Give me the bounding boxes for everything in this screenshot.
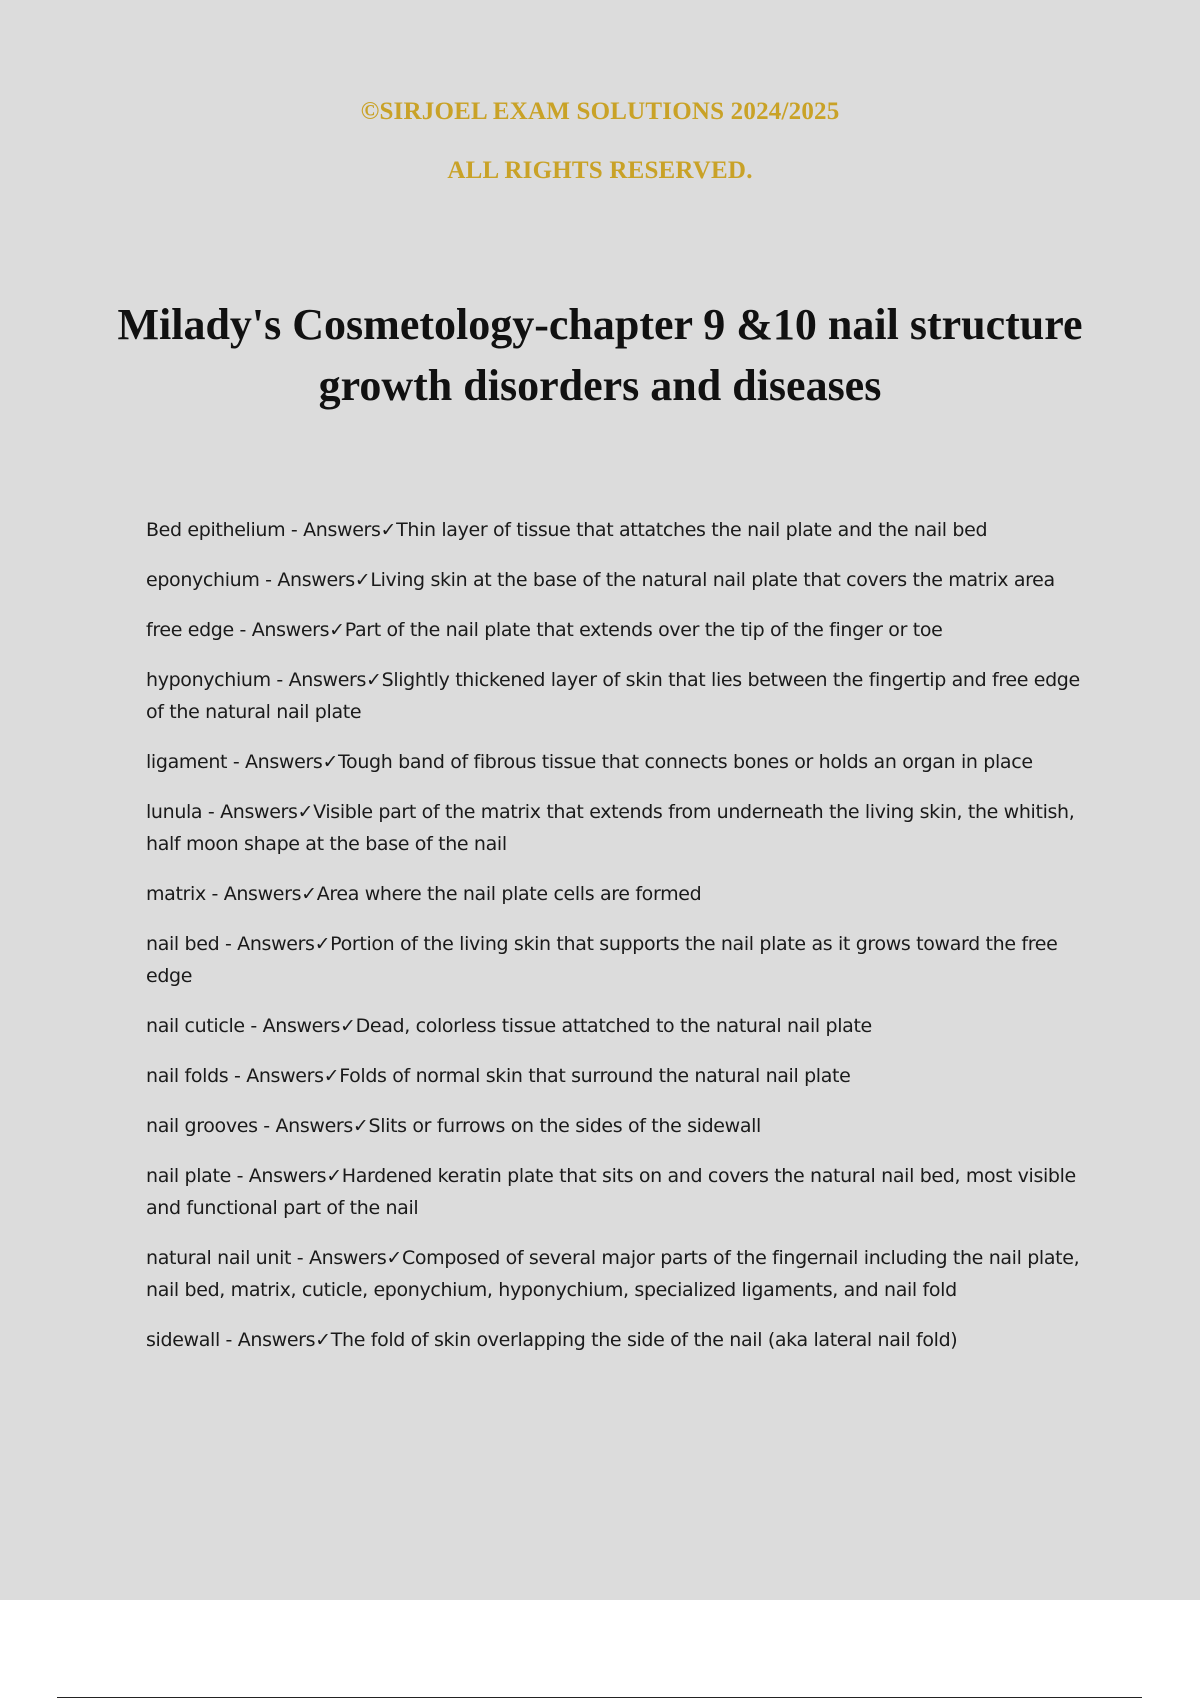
qa-item-eponychium: eponychium - Answers✓Living skin at the base of the natural nail plate that covers the matrix area	[146, 569, 1055, 591]
footer-divider	[57, 1697, 1142, 1698]
qa-item-nail-grooves: nail grooves - Answers✓Slits or furrows on the sides of the sidewall	[146, 1115, 761, 1137]
qa-item-nail-cuticle: nail cuticle - Answers✓Dead, colorless tissue attatched to the natural nail plate	[146, 1015, 872, 1037]
qa-item-nail-folds: nail folds - Answers✓Folds of normal skin that surround the natural nail plate	[146, 1065, 851, 1087]
qa-item-nail-plate: nail plate - Answers✓Hardened keratin plate that sits on and covers the natural nail bed, most visible and functional part of the nail	[146, 1165, 1076, 1219]
qa-item-natural-nail-unit: natural nail unit - Answers✓Composed of several major parts of the fingernail including the nail plate, nail bed, matrix, cuticle, eponychium, hyponychium, specialized ligaments, and nail fold	[146, 1247, 1080, 1301]
qa-item-hyponychium: hyponychium - Answers✓Slightly thickened layer of skin that lies between the fingertip and free edge of the natural nail plate	[146, 669, 1080, 723]
qa-item-sidewall: sidewall - Answers✓The fold of skin overlapping the side of the nail (aka lateral nail fold)	[146, 1329, 958, 1351]
document-title: Milady's Cosmetology-chapter 9 &10 nail structure growth disorders and diseases	[117, 300, 1083, 410]
qa-item-free-edge: free edge - Answers✓Part of the nail plate that extends over the tip of the finger or toe	[146, 619, 943, 641]
copyright-header: ©SIRJOEL EXAM SOLUTIONS 2024/2025	[360, 98, 840, 125]
qa-item-nail-bed: nail bed - Answers✓Portion of the living skin that supports the nail plate as it grows toward the free edge	[146, 933, 1058, 987]
qa-item-ligament: ligament - Answers✓Tough band of fibrous tissue that connects bones or holds an organ in place	[146, 751, 1033, 773]
rights-reserved-header: ALL RIGHTS RESERVED.	[447, 157, 753, 184]
qa-list	[146, 514, 1096, 1374]
qa-item-bed-epithelium: Bed epithelium - Answers✓Thin layer of tissue that attatches the nail plate and the nail bed	[146, 519, 988, 541]
qa-item-matrix: matrix - Answers✓Area where the nail plate cells are formed	[146, 883, 702, 905]
qa-item-lunula: lunula - Answers✓Visible part of the matrix that extends from underneath the living skin, the whitish, half moon shape at the base of the nail	[146, 801, 1075, 855]
